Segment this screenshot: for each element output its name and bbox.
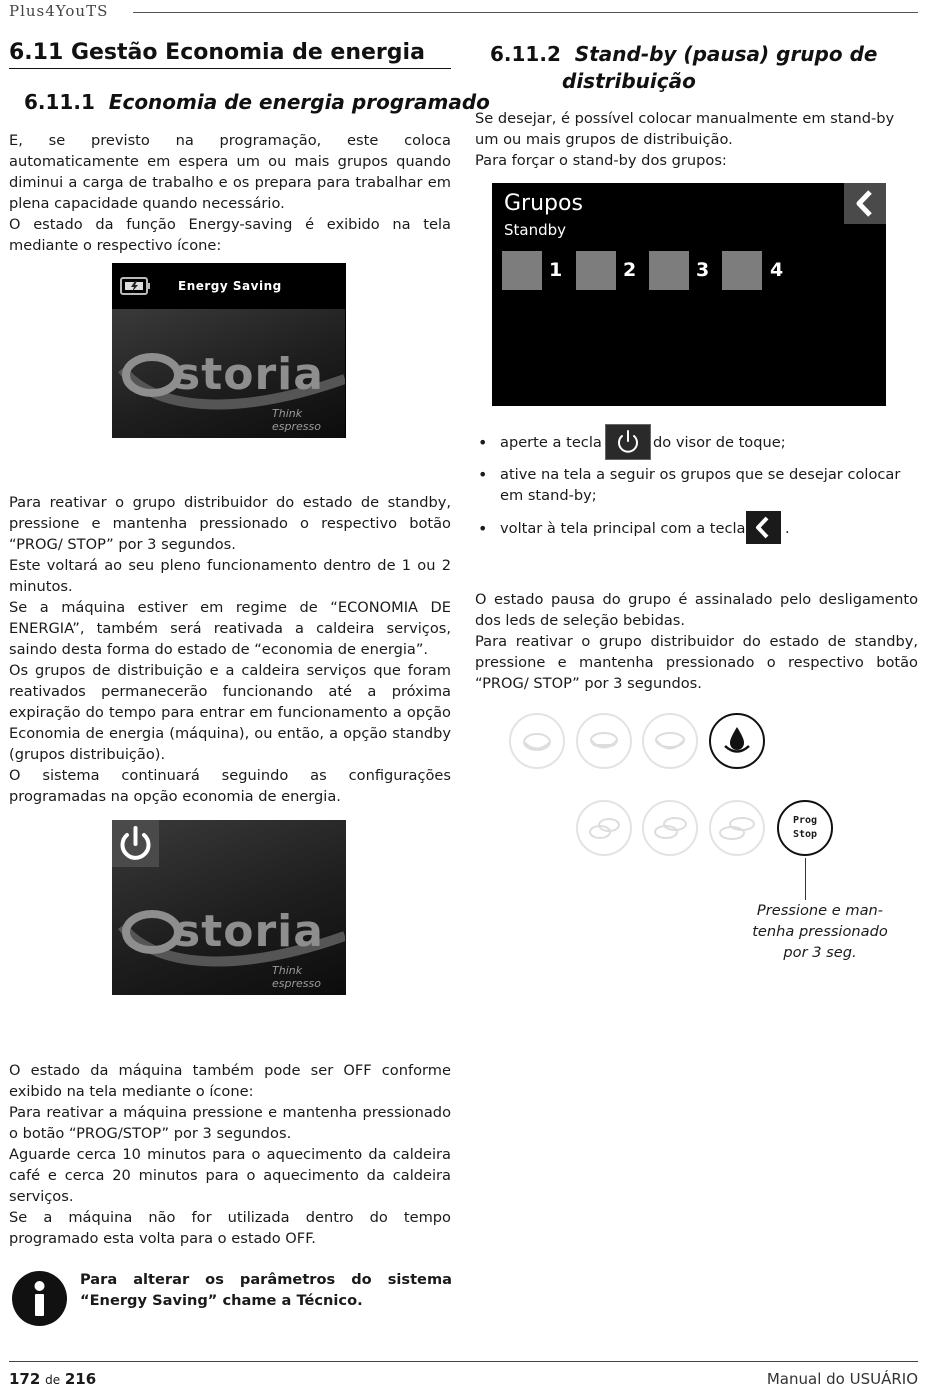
step-2: • ative na tela a seguir os grupos que se desejar colocar em stand-by; — [478, 465, 901, 504]
group-toggle-3[interactable] — [649, 251, 689, 290]
energy-saving-label: Energy Saving — [178, 279, 282, 293]
subsection-title-1: 6.11.1 Economia de energia programado — [24, 90, 490, 114]
screen-subtitle: Standby — [504, 221, 567, 239]
back-chevron-icon[interactable] — [746, 511, 781, 544]
group-label-3: 3 — [696, 259, 710, 281]
logo-text: storia — [174, 906, 324, 957]
battery-charging-icon — [118, 275, 152, 301]
info-note: Para alterar os parâmetros do sistema “Energy Saving” chame a Técnico. — [80, 1271, 452, 1309]
screen-title: Grupos — [504, 191, 583, 216]
logo-tagline: Think espresso — [272, 964, 321, 990]
group-toggle-2[interactable] — [576, 251, 616, 290]
group-label-4: 4 — [770, 259, 784, 281]
water-drop-icon[interactable] — [709, 713, 765, 769]
groups-standby-screen — [492, 183, 886, 406]
back-chevron-icon[interactable] — [844, 183, 886, 224]
power-key-icon[interactable] — [605, 424, 651, 460]
info-icon — [12, 1271, 67, 1326]
footer-rule — [9, 1361, 918, 1362]
logo-text: storia — [174, 349, 324, 400]
caption: Pressione e man- tenha pressionado por 3 seg. — [752, 902, 888, 961]
standby-intro: Se desejar, é possível colocar manualmente em stand-by um ou mais grupos de distribuição. Para forçar o stand-by dos grupos: — [475, 110, 895, 169]
coffee-cup-icon[interactable] — [509, 713, 565, 769]
coffee-cup-icon[interactable] — [709, 800, 765, 856]
screen-logo-area — [112, 309, 345, 438]
reactivate-paragraph: Para reativar o grupo distribuidor do estado de standby, pressione e mantenha pressionado o respectivo botão “PROG/ STOP” por 3 segundos. Este voltará ao seu pleno funcionamento dentro de 1 ou 2 minutos. Se a máquina estiver em regime de “ECONOMIA DE ENERGIA”, também será reativada a caldeira serviços, saindo desta forma do estado de “economia de energia”. Os grupos de distribuição e a caldeira serviços que foram reativados permanecerão funcionando até a próxima expiração do tempo para entrar em funcionamento a opção Economia de energia (máquina), ou então, a opção standby (grupos distribuição). O sistema continuará seguindo as configurações programadas na opção economia de energia. — [9, 494, 451, 805]
coffee-cup-icon[interactable] — [576, 800, 632, 856]
group-label-2: 2 — [623, 259, 637, 281]
off-state-paragraph: O estado da máquina também pode ser OFF conforme exibido na tela mediante o ícone: Para reativar a máquina pressione e mantenha pressionado o botão “PROG/STOP” por 3 segundos. Aguarde cerca 10 minutos para o aquecimento da caldeira café e cerca 20 minutos para o aquecimento da caldeira serviços. Se a máquina não for utilizada dentro do tempo programado esta volta para o estado OFF. — [9, 1062, 451, 1247]
section-title: 6.11 Gestão Economia de energia — [9, 40, 451, 69]
manual-title: Manual do USUÁRIO — [766, 1370, 918, 1388]
coffee-cup-icon[interactable] — [642, 713, 698, 769]
brand-name: Plus4YouTS — [9, 2, 109, 20]
subsection-title-2: 6.11.2 Stand-by (pausa) grupo de distribuição — [490, 42, 878, 93]
screen-top-bar — [112, 263, 345, 309]
prog-stop-button[interactable]: Prog Stop — [777, 800, 833, 856]
intro-paragraph: E, se previsto na programação, este coloca automaticamente em espera um ou mais grupos quando diminui a carga de trabalho e os prepara para trabalhar em plena capacidade quando necessário. O estado da função Energy-saving é exibido na tela mediante o respectivo ícone: — [9, 132, 451, 254]
callout-line — [805, 858, 806, 900]
coffee-cup-icon[interactable] — [576, 713, 632, 769]
off-screen — [112, 820, 346, 995]
group-toggle-4[interactable] — [722, 251, 762, 290]
page-number: 172 de 216 — [9, 1370, 97, 1388]
power-icon — [112, 820, 159, 867]
header-rule — [133, 12, 918, 13]
logo-tagline: Think espresso — [272, 407, 321, 433]
pause-paragraph: O estado pausa do grupo é assinalado pelo desligamento dos leds de seleção bebidas. Para reativar o grupo distribuidor do estado de standby, pressione e mantenha pressionado o respectivo botão “PROG/ STOP” por 3 segundos. — [475, 591, 918, 692]
group-label-1: 1 — [549, 259, 563, 281]
group-toggle-1[interactable] — [502, 251, 542, 290]
energy-saving-screen — [112, 263, 346, 438]
coffee-cup-icon[interactable] — [642, 800, 698, 856]
